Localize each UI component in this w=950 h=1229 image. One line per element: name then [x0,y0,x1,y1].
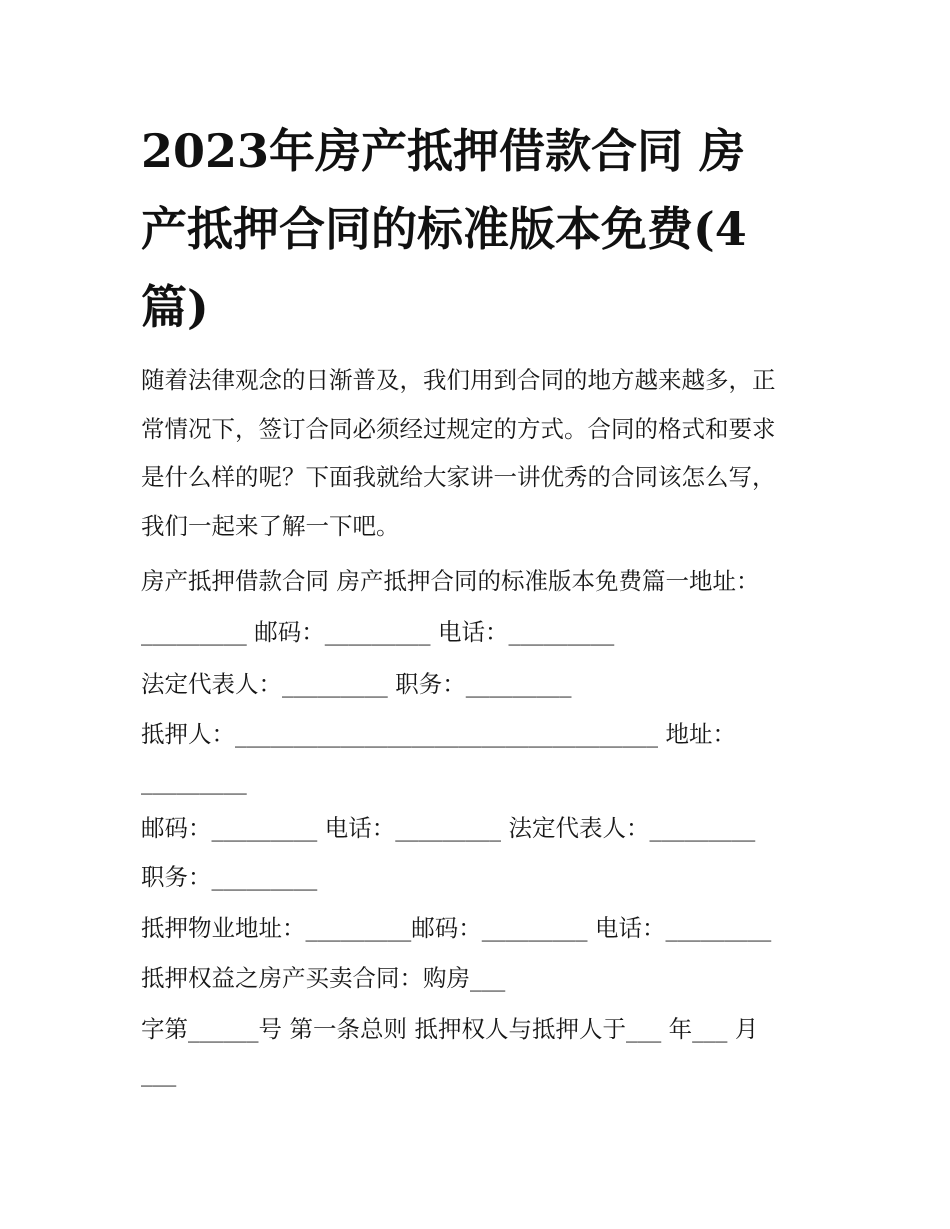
purchase-contract-line: 抵押权益之房产买卖合同：购房___ [141,964,506,992]
article-one-line: 字第______号 第一条总则 抵押权人与抵押人于___ 年___ 月 [141,1015,759,1043]
intro-paragraph [141,356,816,550]
contract-heading-line: 房产抵押借款合同 房产抵押合同的标准版本免费篇一地址： [141,567,760,595]
intro-line-4: 我们一起来了解一下吧。 [141,511,400,540]
mortgagor-position-line: 职务：_________ [141,863,318,891]
mortgagor-line: 抵押人：____________________________________ 地址： [141,720,736,748]
document-title [141,112,821,346]
intro-line-1: 随着法律观念的日渐普及，我们用到合同的地方越来越多，正 [141,366,776,394]
property-address-line: 抵押物业地址：_________邮码：_________ 电话：_________ [141,914,772,942]
title-line-1: 2023年房产抵押借款合同 房 [141,124,746,178]
mortgagee-representative-line: 法定代表人：_________ 职务：_________ [141,670,572,698]
intro-line-2: 常情况下，签订合同必须经过规定的方式。合同的格式和要求 [141,414,776,443]
mortgagee-contact-line: _________ 邮码：_________ 电话：_________ [141,618,615,646]
title-line-3: 篇) [141,280,209,334]
intro-line-3: 是什么样的呢？下面我就给大家讲一讲优秀的合同该怎么写， [141,463,776,491]
mortgagor-contact-line: 邮码：_________ 电话：_________ 法定代表人：_________ [141,814,756,842]
mortgagor-address-blank: _________ [141,767,247,795]
article-one-continuation: ___ [141,1059,177,1087]
title-line-2: 产抵押合同的标准版本免费(4 [141,202,747,256]
